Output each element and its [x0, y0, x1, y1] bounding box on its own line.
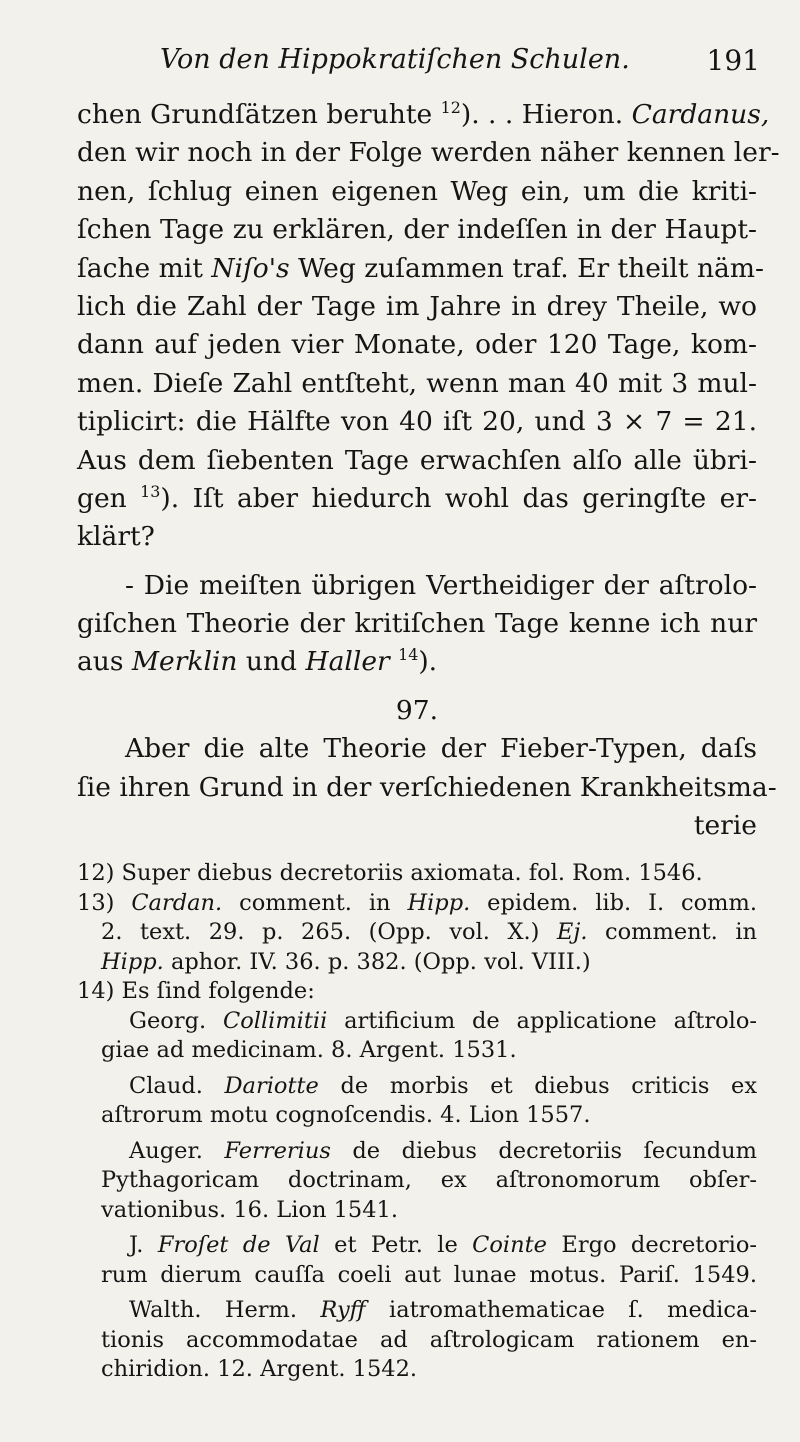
text-line: klärt?	[77, 521, 155, 553]
text-line: giſchen Theorie der kritiſchen Tage kenne ich nur	[77, 608, 757, 640]
text-line: ſchen Tage zu erklären, der indeſſen in der Haupt-	[77, 214, 757, 246]
footnote-line: tionis accommodatae ad aſtrologicam rationem en-	[101, 1326, 757, 1353]
footnote-ref: 14	[398, 645, 419, 665]
text-line: ſache mit Niſo's Weg zuſammen traf. Er theilt näm-	[77, 252, 764, 284]
section-number: 97.	[395, 694, 439, 726]
running-title: Von den Hippokratiſchen Schulen.	[160, 44, 630, 75]
footnote-13: 13) Cardan. comment. in Hipp. epidem. lib. I. comm.	[77, 889, 757, 916]
footnote-12: 12) Super diebus decretoriis axiomata. fol. Rom. 1546.	[77, 860, 703, 887]
main-text	[77, 96, 780, 1385]
reference-entry: Auger. Ferrerius de diebus decretoriis ſecundum	[129, 1137, 758, 1164]
footnote-14: 14) Es ſind folgende:	[77, 978, 315, 1005]
footnote-line: Hipp. aphor. IV. 36. p. 382. (Opp. vol. VIII.)	[101, 948, 591, 975]
text-line: aus Merklin und Haller $^{14}$).	[77, 645, 438, 678]
text-line: den wir noch in der Folge werden näher kennen ler-	[77, 137, 780, 169]
page-header	[160, 42, 760, 82]
text-line: gen $^{13}$). Iſt aber hiedurch wohl das geringſte er-	[77, 482, 757, 514]
text-line: nen, ſchlug einen eigenen Weg ein, um die kriti-	[77, 175, 757, 207]
text-line: dann auf jeden vier Monate, oder 120 Tage, kom-	[77, 329, 757, 361]
footnotes	[77, 859, 757, 1385]
footnote-line: vationibus. 16. Lion 1541.	[101, 1196, 399, 1223]
footnote-line: Pythagoricam doctrinam, ex aſtronomorum obſer-	[101, 1167, 757, 1194]
footnote-line: 2. text. 29. p. 265. (Opp. vol. X.) Ej. comment. in	[101, 919, 758, 946]
footnote-ref: 12	[440, 98, 461, 118]
text-line: Aber die alte Theorie der Fieber-Typen, daſs	[125, 733, 757, 765]
text-line: lich die Zahl der Tage im Jahre in drey Theile, wo	[77, 290, 757, 322]
footnote-line: aſtrorum motu cognoſcendis. 4. Lion 1557.	[101, 1102, 591, 1129]
footnote-line: rum dierum cauſſa coeli aut lunae motus. Pariſ. 1549.	[101, 1261, 757, 1288]
reference-entry: Claud. Dariotte de morbis et diebus criticis ex	[129, 1072, 758, 1099]
text-line: tiplicirt: die Hälfte von 40 iſt 20, und 3 × 7 = 21.	[77, 406, 757, 438]
text-line: men. Dieſe Zahl entſteht, wenn man 40 mit 3 mul-	[77, 367, 757, 399]
text-line: ſie ihren Grund in der verſchiedenen Krankheitsma-	[77, 771, 777, 803]
reference-entry: J. Froſet de Val et Petr. le Cointe Ergo decretorio-	[129, 1232, 757, 1259]
text-line: chen Grundſätzen beruhte $^{12}$). . . Hieron. Cardanus,	[77, 98, 770, 130]
footnote-ref: 13	[140, 482, 161, 502]
text-line: Aus dem ſiebenten Tage erwachſen alſo alle übri-	[77, 444, 757, 476]
reference-entry: Georg. Collimitii artificium de applicatione aſtrolo-	[129, 1007, 757, 1034]
footnote-line: giae ad medicinam. 8. Argent. 1531.	[101, 1037, 517, 1064]
catchword: terie	[693, 810, 757, 842]
page-number: 191	[706, 44, 760, 77]
text-line: - Die meiſten übrigen Vertheidiger der aſtrolo-	[125, 569, 757, 601]
footnote-line: chiridion. 12. Argent. 1542.	[101, 1356, 418, 1383]
reference-entry: Walth. Herm. Ryff iatromathematicae ſ. medica-	[129, 1297, 757, 1324]
